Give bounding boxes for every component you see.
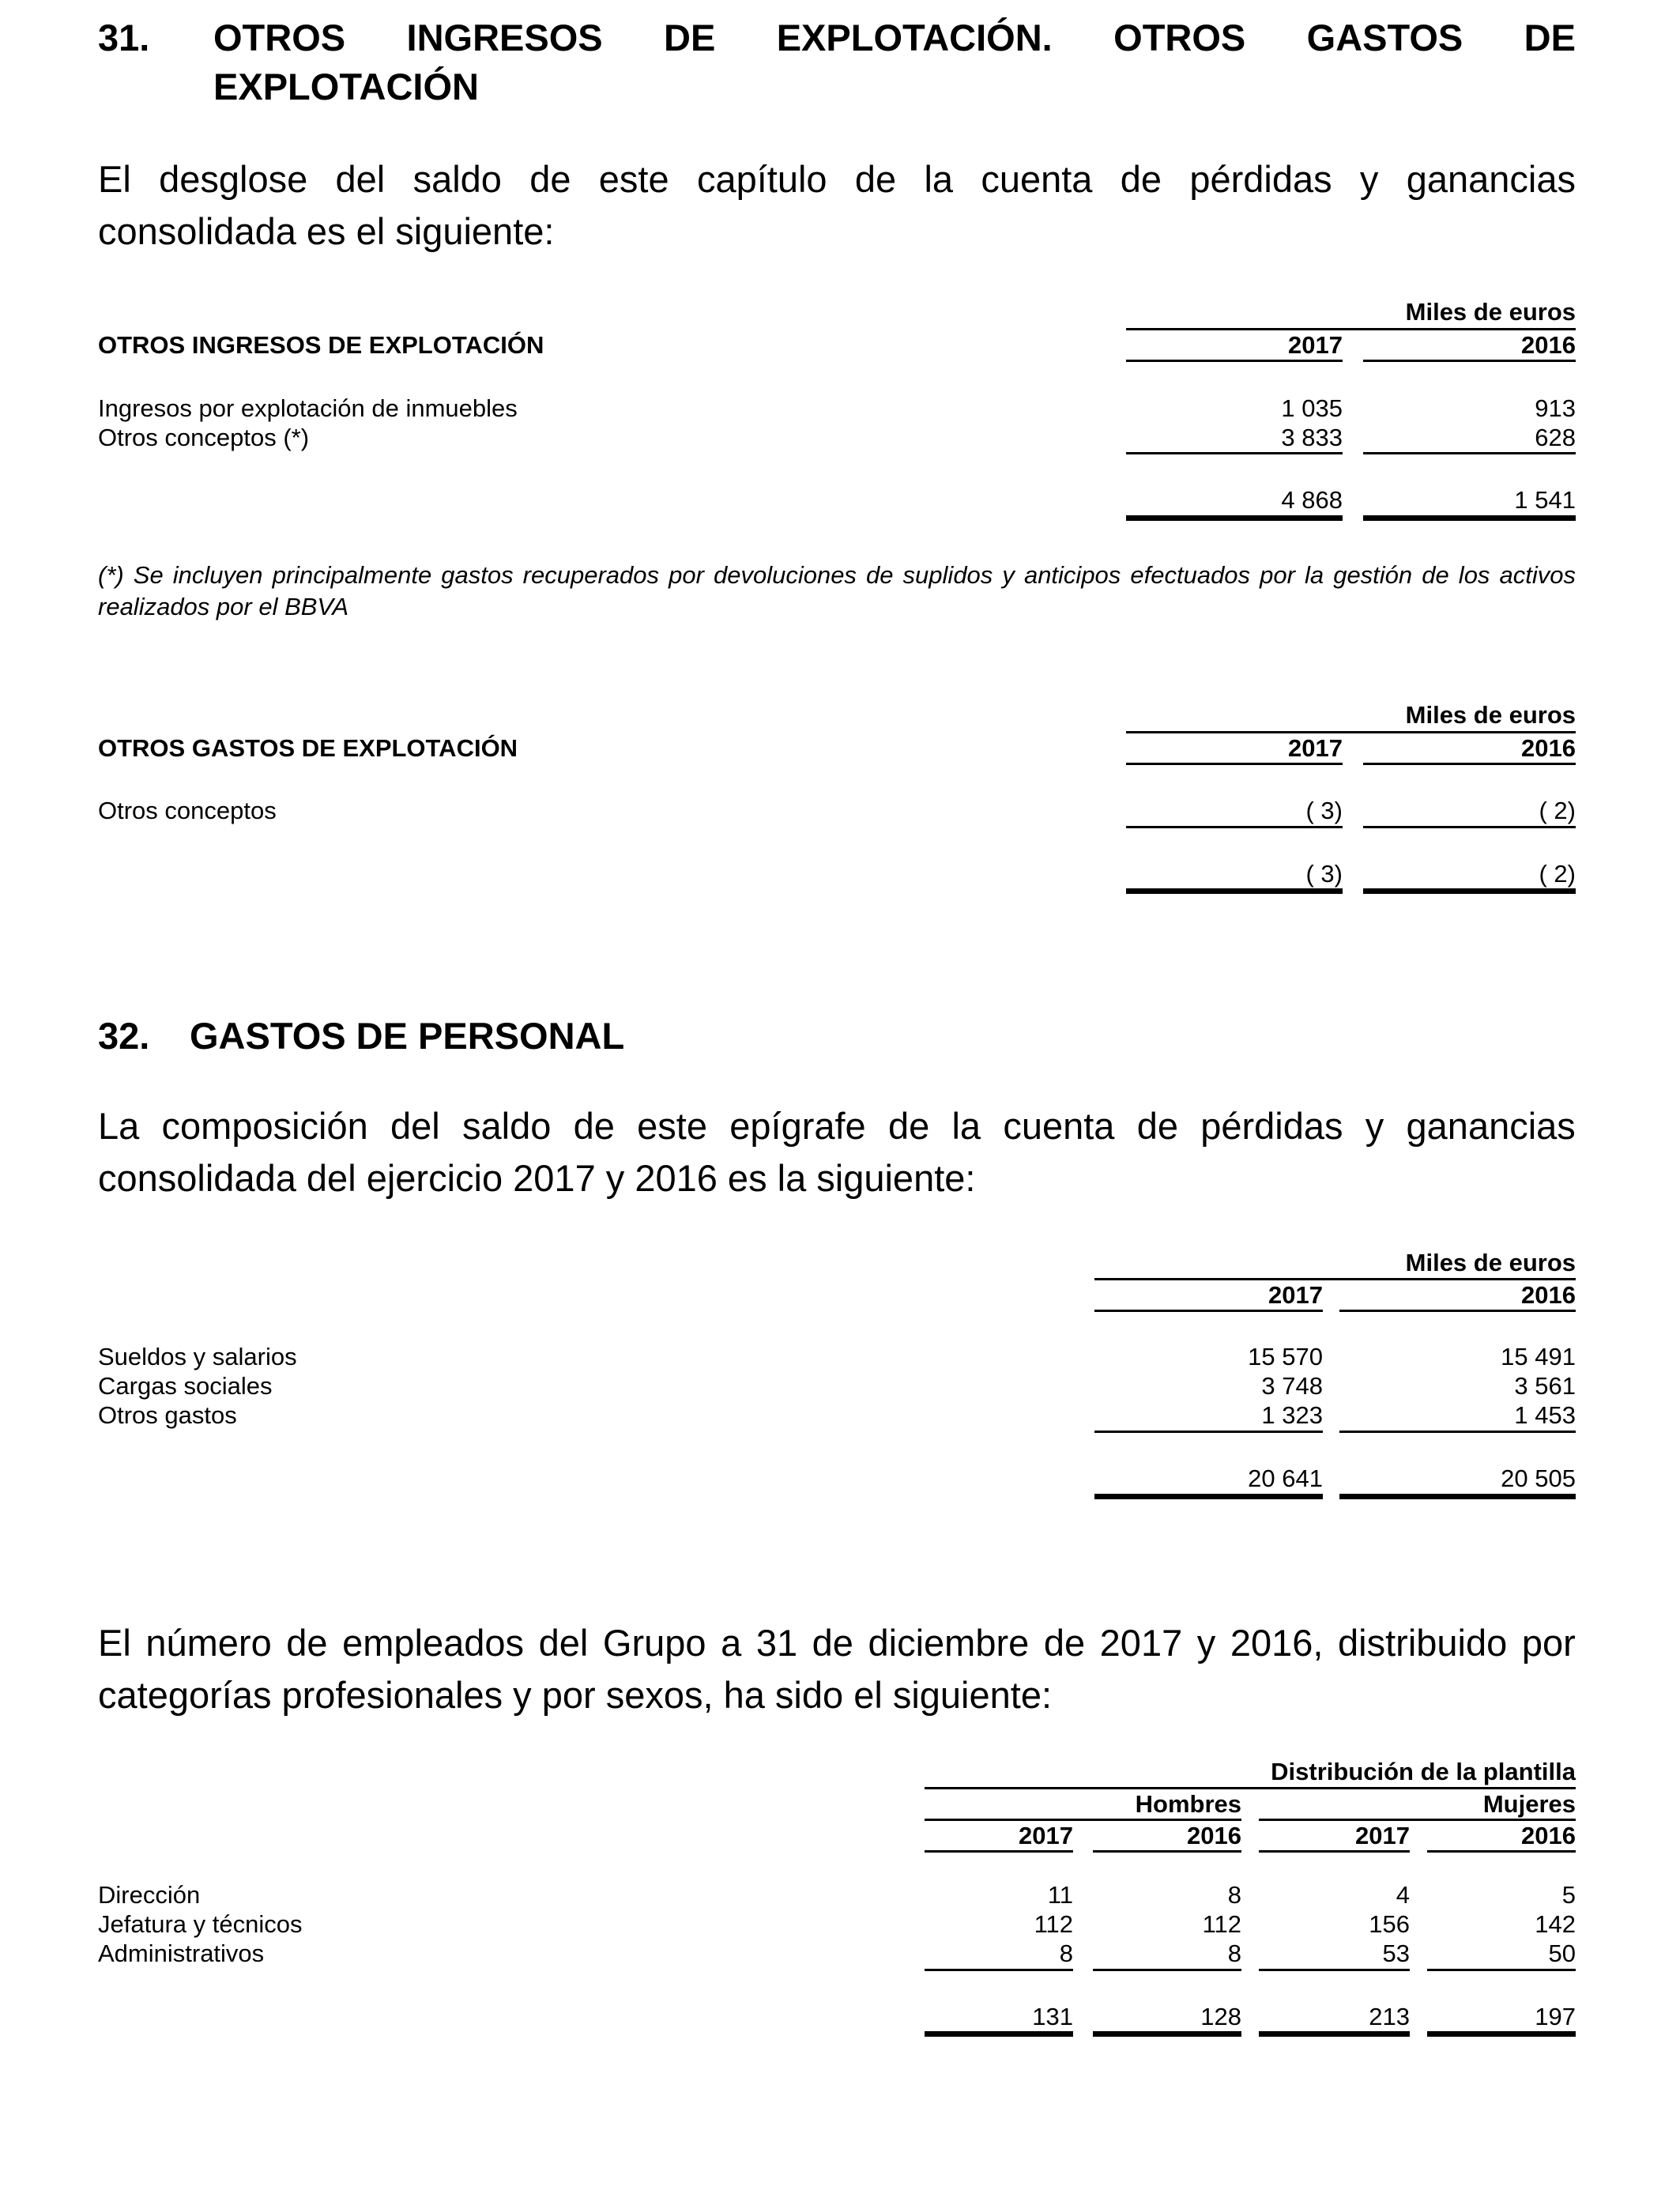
income-total-rule-2016: [1363, 515, 1576, 521]
income-subtotal-rule-2017: [1126, 452, 1343, 454]
table-row-label: Otros gastos: [98, 1401, 237, 1429]
employees-year-rule: [1259, 1850, 1410, 1853]
paragraph-word: la: [951, 1105, 981, 1147]
table-cell: 8: [1227, 1940, 1241, 1967]
employees-subtotal-rule: [1093, 1969, 1241, 1971]
heading-word: OTROS: [1113, 17, 1246, 58]
staff-total-2017: 20 641: [1248, 1465, 1323, 1492]
table-cell: 142: [1535, 1910, 1576, 1938]
paragraph-word: 31: [755, 1622, 798, 1664]
income-footnote: (*) Se incluyen principalmente gastos recuperados por devoluciones de suplidos y anticipos efectuados por la gestión de los activos realizados por el BBVA: [98, 561, 1576, 620]
paragraph-word: Grupo: [602, 1622, 706, 1664]
paragraph-word: epígrafe: [729, 1105, 866, 1147]
income-subtotal-rule-2016: [1363, 452, 1576, 454]
paragraph-word: número: [145, 1622, 272, 1664]
paragraph-word: y: [1365, 1105, 1384, 1147]
expense-col-rule-2017: [1126, 763, 1343, 765]
employees-total: 213: [1369, 2003, 1410, 2030]
income-total-2016: 1 541: [1514, 486, 1576, 514]
table-cell: 112: [1202, 1910, 1241, 1938]
section-31-title-line1: [213, 16, 1576, 59]
paragraph-word: cuenta: [1003, 1105, 1115, 1147]
expense-col-rule-2016: [1363, 763, 1576, 765]
expense-unit-header: Miles de euros: [1405, 701, 1576, 729]
section-31-title-line2: EXPLOTACIÓN: [213, 66, 479, 107]
paragraph-word: diciembre: [868, 1622, 1030, 1664]
employees-total-rule: [925, 2031, 1073, 2037]
heading-word: DE: [664, 17, 716, 58]
expense-col-2016: 2016: [1521, 734, 1576, 762]
paragraph-word: La: [98, 1105, 140, 1147]
paragraph-word: pérdidas: [1200, 1105, 1343, 1147]
employees-subtotal-rule: [925, 1969, 1073, 1971]
employees-men-rule: [925, 1819, 1241, 1821]
heading-word: GASTOS: [1306, 17, 1463, 58]
paragraph-word: saldo: [462, 1105, 552, 1147]
employees-total-rule: [1093, 2031, 1241, 2037]
employees-total-rule: [1427, 2031, 1576, 2037]
paragraph-word: desglose: [159, 158, 308, 200]
staff-subtotal-rule-2017: [1094, 1431, 1323, 1433]
employees-year-header: 2016: [1187, 1822, 1241, 1849]
paragraph-word: distribuido: [1338, 1622, 1508, 1664]
staff-col-rule-2017: [1094, 1310, 1323, 1312]
paragraph-word: de: [854, 158, 897, 200]
table-cell: 3 748: [1261, 1372, 1323, 1400]
heading-word: INGRESOS: [406, 17, 603, 58]
staff-total-2016: 20 505: [1501, 1465, 1576, 1492]
table-cell: 8: [1059, 1940, 1073, 1967]
section-32-title: GASTOS DE PERSONAL: [190, 1015, 625, 1057]
section-32-number: 32.: [98, 1015, 150, 1057]
employees-year-header: 2017: [1355, 1822, 1410, 1849]
paragraph-word: El: [98, 1622, 131, 1664]
table-row-label: Dirección: [98, 1881, 201, 1909]
income-total-rule-2017: [1126, 515, 1343, 521]
staff-col-2017: 2017: [1268, 1281, 1323, 1309]
employees-subtotal-rule: [1427, 1969, 1576, 1971]
staff-col-2016: 2016: [1521, 1281, 1576, 1309]
employees-year-rule: [925, 1850, 1073, 1853]
section-32-intro-line1: [98, 1100, 1576, 1152]
employees-total: 128: [1200, 2003, 1241, 2030]
paragraph-word: ganancias: [1406, 158, 1576, 200]
paragraph-word: y: [1359, 158, 1379, 200]
table-row-label: Ingresos por explotación de inmuebles: [98, 394, 518, 422]
paragraph-word: capítulo: [696, 158, 827, 200]
section-31-intro-line2: consolidada es el siguiente:: [98, 210, 555, 252]
employees-women-header: Mujeres: [1482, 1790, 1576, 1818]
table-cell: 4: [1396, 1881, 1410, 1909]
paragraph-word: este: [637, 1105, 707, 1147]
heading-word: DE: [1524, 17, 1576, 58]
paragraph-word: de: [1120, 158, 1162, 200]
employees-total-rule: [1259, 2031, 1410, 2037]
employees-year-rule: [1093, 1850, 1241, 1853]
section-32-intro: [98, 1100, 1576, 1204]
income-col-rule-2016: [1363, 360, 1576, 362]
employees-total: 131: [1032, 2003, 1073, 2030]
table-cell: 8: [1227, 1881, 1241, 1909]
section-31-number: 31.: [98, 17, 150, 58]
paragraph-word: del: [335, 158, 386, 200]
paragraph-word: del: [538, 1622, 589, 1664]
staff-col-rule-2016: [1339, 1310, 1576, 1312]
paragraph-word: pérdidas: [1189, 158, 1332, 200]
table-cell: 1 453: [1514, 1401, 1576, 1429]
table-cell: ( 2): [1539, 797, 1576, 824]
paragraph-word: de: [529, 158, 571, 200]
employees-year-header: 2016: [1521, 1822, 1576, 1849]
paragraph-word: de: [286, 1622, 328, 1664]
table-row-label: Jefatura y técnicos: [98, 1910, 303, 1938]
paragraph-word: saldo: [412, 158, 502, 200]
paragraph-word: de: [887, 1105, 930, 1147]
paragraph-word: por: [1521, 1622, 1576, 1664]
employees-year-header: 2017: [1019, 1822, 1073, 1849]
table-cell: 15 491: [1501, 1343, 1576, 1370]
employees-intro-line2: categorías profesionales y por sexos, ha sido el siguiente:: [98, 1674, 1053, 1716]
table-row-label: Otros conceptos: [98, 797, 277, 824]
table-row-label: Sueldos y salarios: [98, 1343, 297, 1370]
expense-header-rule: [1126, 731, 1576, 733]
staff-total-rule-2017: [1094, 1494, 1323, 1499]
paragraph-word: de: [1136, 1105, 1178, 1147]
table-cell: 5: [1561, 1881, 1576, 1909]
expense-col-2017: 2017: [1288, 734, 1343, 762]
employees-year-rule: [1427, 1850, 1576, 1853]
income-total-2017: 4 868: [1281, 486, 1343, 514]
paragraph-word: composición: [161, 1105, 368, 1147]
heading-word: EXPLOTACIÓN.: [776, 17, 1053, 58]
expense-total-rule-2017: [1126, 888, 1343, 894]
paragraph-word: este: [598, 158, 669, 200]
table-row-label: Administrativos: [98, 1940, 265, 1967]
paragraph-word: ganancias: [1406, 1105, 1576, 1147]
table-cell: 1 323: [1261, 1401, 1323, 1429]
expense-total-2017: ( 3): [1305, 860, 1343, 888]
table-cell: 3 561: [1514, 1372, 1576, 1400]
employees-subtotal-rule: [1259, 1969, 1410, 1971]
paragraph-word: a: [721, 1622, 742, 1664]
paragraph-word: de: [1043, 1622, 1086, 1664]
income-header-rule: [1126, 328, 1576, 330]
paragraph-word: 2016,: [1230, 1622, 1324, 1664]
table-cell: 112: [1034, 1910, 1073, 1938]
staff-unit-header: Miles de euros: [1405, 1249, 1576, 1276]
employees-men-header: Hombres: [1135, 1790, 1241, 1818]
table-cell: 50: [1548, 1940, 1576, 1967]
table-cell: 156: [1369, 1910, 1410, 1938]
table-cell: ( 3): [1305, 797, 1343, 824]
expense-subtotal-rule-2016: [1363, 826, 1576, 828]
table-cell: 628: [1535, 424, 1576, 451]
income-col-rule-2017: [1126, 360, 1343, 362]
heading-word: OTROS: [213, 17, 346, 58]
income-table-title: OTROS INGRESOS DE EXPLOTACIÓN: [98, 331, 544, 359]
paragraph-word: del: [390, 1105, 440, 1147]
paragraph-word: de: [812, 1622, 853, 1664]
table-cell: 913: [1535, 394, 1576, 422]
table-cell: 3 833: [1281, 424, 1343, 451]
paragraph-word: la: [924, 158, 954, 200]
paragraph-word: 2017: [1099, 1622, 1183, 1664]
income-col-2016: 2016: [1521, 331, 1576, 359]
section-31-intro: [98, 153, 1576, 258]
table-cell: 15 570: [1248, 1343, 1323, 1370]
employees-women-rule: [1259, 1819, 1576, 1821]
staff-header-rule: [1094, 1278, 1576, 1280]
expense-total-2016: ( 2): [1539, 860, 1576, 888]
employees-group-rule: [925, 1787, 1576, 1789]
employees-total: 197: [1535, 2003, 1576, 2030]
table-cell: 11: [1047, 1881, 1073, 1909]
paragraph-word: cuenta: [981, 158, 1093, 200]
staff-total-rule-2016: [1339, 1494, 1576, 1499]
expense-total-rule-2016: [1363, 888, 1576, 894]
table-cell: 53: [1382, 1940, 1410, 1967]
employees-intro-line1: [98, 1617, 1576, 1669]
staff-subtotal-rule-2016: [1339, 1431, 1576, 1433]
section-31-intro-line1: [98, 153, 1576, 205]
paragraph-word: y: [1196, 1622, 1216, 1664]
paragraph-word: El: [98, 158, 131, 200]
expense-subtotal-rule-2017: [1126, 826, 1343, 828]
section-32-intro-line2: consolidada del ejercicio 2017 y 2016 es la siguiente:: [98, 1157, 976, 1199]
employees-group-header: Distribución de la plantilla: [1271, 1758, 1576, 1785]
table-row-label: Cargas sociales: [98, 1372, 273, 1400]
paragraph-word: empleados: [342, 1622, 525, 1664]
paragraph-word: de: [573, 1105, 615, 1147]
employees-intro: [98, 1617, 1576, 1721]
income-col-2017: 2017: [1288, 331, 1343, 359]
expense-table-title: OTROS GASTOS DE EXPLOTACIÓN: [98, 734, 518, 762]
table-row-label: Otros conceptos (*): [98, 424, 310, 451]
table-cell: 1 035: [1281, 394, 1343, 422]
income-unit-header: Miles de euros: [1405, 298, 1576, 326]
